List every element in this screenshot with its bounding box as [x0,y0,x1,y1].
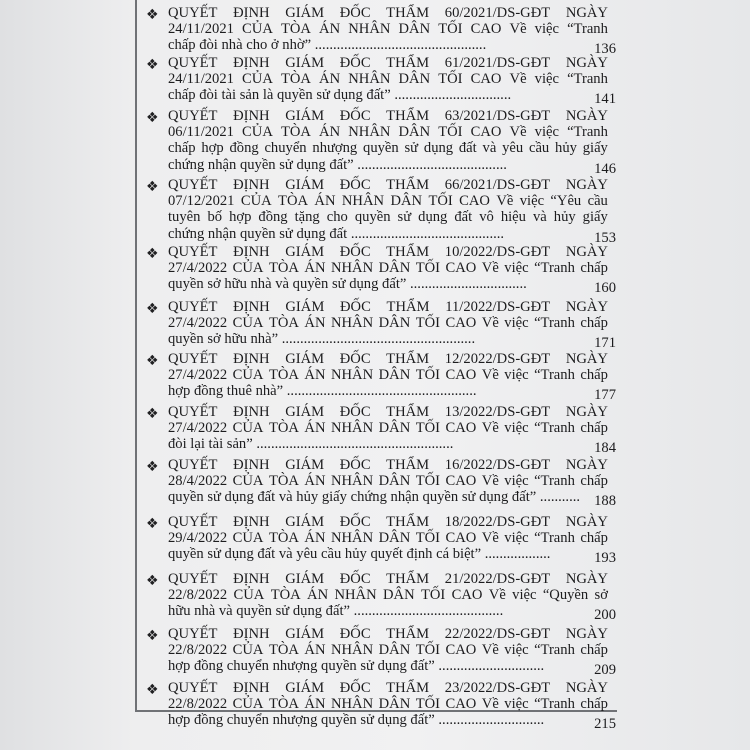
page-number: 215 [594,716,616,733]
toc-entry-line: tuyên bố hợp đồng tặng cho quyền sử dụng đất vô hiệu và hủy giấy [168,209,608,226]
diamond-bullet-icon: ❖ [146,406,159,422]
diamond-bullet-icon: ❖ [146,57,159,73]
diamond-bullet-icon: ❖ [146,301,159,317]
toc-entry-line: 06/11/2021 CỦA TÒA ÁN NHÂN DÂN TỐI CAO Về việc “Tranh [168,124,608,141]
page-number: 141 [594,91,616,108]
toc-entry-line: 24/11/2021 CỦA TÒA ÁN NHÂN DÂN TỐI CAO Về việc “Tranh [168,71,608,88]
diamond-bullet-icon: ❖ [146,110,159,126]
page-number: 184 [594,440,616,457]
toc-entry-text [168,571,608,620]
diamond-bullet-icon: ❖ [146,246,159,262]
page-number: 193 [594,550,616,567]
diamond-bullet-icon: ❖ [146,516,159,532]
toc-entry-line: hữu nhà và quyền sử dụng đất” ......................................... [168,603,504,620]
page-number: 136 [594,41,616,58]
page-number: 177 [594,387,616,404]
toc-entry-line: hợp đồng chuyển nhượng quyền sử dụng đất” ............................. [168,658,545,675]
toc-entry-line: QUYẾT ĐỊNH GIÁM ĐỐC THẨM 13/2022/DS-GĐT NGÀY [168,404,608,420]
toc-entry-line: QUYẾT ĐỊNH GIÁM ĐỐC THẨM 11/2022/DS-GĐT NGÀY [168,299,608,315]
toc-entry-line: 29/4/2022 CỦA TÒA ÁN NHÂN DÂN TỐI CAO Về việc “Tranh chấp [168,530,608,547]
toc-entry-text [168,626,608,675]
toc-entry-line: QUYẾT ĐỊNH GIÁM ĐỐC THẨM 63/2021/DS-GĐT NGÀY [168,108,608,124]
toc-entry-line: QUYẾT ĐỊNH GIÁM ĐỐC THẨM 22/2022/DS-GĐT NGÀY [168,626,608,642]
page-frame-left [135,0,137,712]
toc-entry-line: QUYẾT ĐỊNH GIÁM ĐỐC THẨM 21/2022/DS-GĐT NGÀY [168,571,608,587]
toc-entry-line: 22/8/2022 CỦA TÒA ÁN NHÂN DÂN TỐI CAO Về việc “Tranh chấp [168,642,608,659]
toc-entry-line: hợp đồng thuê nhà” .................................................... [168,383,477,400]
diamond-bullet-icon: ❖ [146,573,159,589]
toc-entry-text [168,351,608,400]
toc-entry-line: hợp đồng chuyển nhượng quyền sử dụng đất” ............................. [168,712,545,729]
toc-entry-line: chứng nhận quyền sử dụng đất” ......................................... [168,156,507,173]
toc-entry-text [168,680,608,729]
toc-entry-line: QUYẾT ĐỊNH GIÁM ĐỐC THẨM 10/2022/DS-GĐT NGÀY [168,244,608,260]
page-number: 200 [594,607,616,624]
toc-entry-text [168,514,608,563]
toc-entry-text [168,177,608,242]
diamond-bullet-icon: ❖ [146,459,159,475]
toc-entry-text [168,5,608,54]
page-number: 153 [594,229,616,246]
toc-entry-line: QUYẾT ĐỊNH GIÁM ĐỐC THẨM 61/2021/DS-GĐT NGÀY [168,55,608,71]
toc-entry-line: 07/12/2021 CỦA TÒA ÁN NHÂN DÂN TỐI CAO Về việc “Yêu cầu [168,193,608,210]
toc-entry-line: QUYẾT ĐỊNH GIÁM ĐỐC THẨM 12/2022/DS-GĐT NGÀY [168,351,608,367]
toc-entry-line: 22/8/2022 CỦA TÒA ÁN NHÂN DÂN TỐI CAO Về việc “Tranh chấp [168,696,608,713]
toc-entry-line: 28/4/2022 CỦA TÒA ÁN NHÂN DÂN TỐI CAO Về việc “Tranh chấp [168,473,608,490]
toc-entry-text [168,299,608,348]
toc-entry-line: QUYẾT ĐỊNH GIÁM ĐỐC THẨM 16/2022/DS-GĐT NGÀY [168,457,608,473]
toc-entry-line: QUYẾT ĐỊNH GIÁM ĐỐC THẨM 60/2021/DS-GĐT NGÀY [168,5,608,21]
toc-entry-line: 27/4/2022 CỦA TÒA ÁN NHÂN DÂN TỐI CAO Về việc “Tranh chấp [168,260,608,277]
toc-entry-line: 22/8/2022 CỦA TÒA ÁN NHÂN DÂN TỐI CAO Về việc “Quyền sở [168,587,608,604]
page-number: 146 [594,160,616,177]
page-number: 171 [594,335,616,352]
toc-entry-line: quyền sử dụng đất và hủy giấy chứng nhận quyền sử dụng đất” ........... [168,489,581,506]
toc-entry-line: QUYẾT ĐỊNH GIÁM ĐỐC THẨM 18/2022/DS-GĐT NGÀY [168,514,608,530]
toc-entry-line: chấp đòi nhà cho ở nhờ” ............................................... [168,37,487,54]
toc-entry-line: chấp hợp đồng chuyển nhượng quyền sử dụng đất và yêu cầu hủy giấy [168,140,608,157]
toc-entry-line: 24/11/2021 CỦA TÒA ÁN NHÂN DÂN TỐI CAO Về việc “Tranh [168,21,608,38]
diamond-bullet-icon: ❖ [146,179,159,195]
toc-entry-text [168,55,608,104]
toc-entry-text [168,108,608,173]
toc-entry-line: chứng nhận quyền sử dụng đất .......................................... [168,225,505,242]
toc-entry-line: quyền sở hữu nhà” ..................................................... [168,331,476,348]
toc-entry-line: QUYẾT ĐỊNH GIÁM ĐỐC THẨM 23/2022/DS-GĐT NGÀY [168,680,608,696]
toc-entry-line: đòi lại tài sản” ...................................................... [168,436,454,453]
toc-entry-text [168,404,608,453]
toc-entry-line: quyền sử dụng đất và yêu cầu hủy quyết định cá biệt” .................. [168,546,551,563]
page-number: 188 [594,493,616,510]
toc-entry-text [168,457,608,506]
toc-entry-line: 27/4/2022 CỦA TÒA ÁN NHÂN DÂN TỐI CAO Về việc “Tranh chấp [168,367,608,384]
toc-entry-line: chấp đòi tài sản là quyền sử dụng đất” ................................ [168,87,512,104]
toc-entry-line: 27/4/2022 CỦA TÒA ÁN NHÂN DÂN TỐI CAO Về việc “Tranh chấp [168,420,608,437]
toc-entry-text [168,244,608,293]
toc-entry-line: QUYẾT ĐỊNH GIÁM ĐỐC THẨM 66/2021/DS-GĐT NGÀY [168,177,608,193]
diamond-bullet-icon: ❖ [146,628,159,644]
page-number: 209 [594,662,616,679]
diamond-bullet-icon: ❖ [146,7,159,23]
page-number: 160 [594,280,616,297]
toc-entry-line: 27/4/2022 CỦA TÒA ÁN NHÂN DÂN TỐI CAO Về việc “Tranh chấp [168,315,608,332]
diamond-bullet-icon: ❖ [146,353,159,369]
diamond-bullet-icon: ❖ [146,682,159,698]
toc-entry-line: quyền sở hữu nhà và quyền sử dụng đất” ................................ [168,276,527,293]
